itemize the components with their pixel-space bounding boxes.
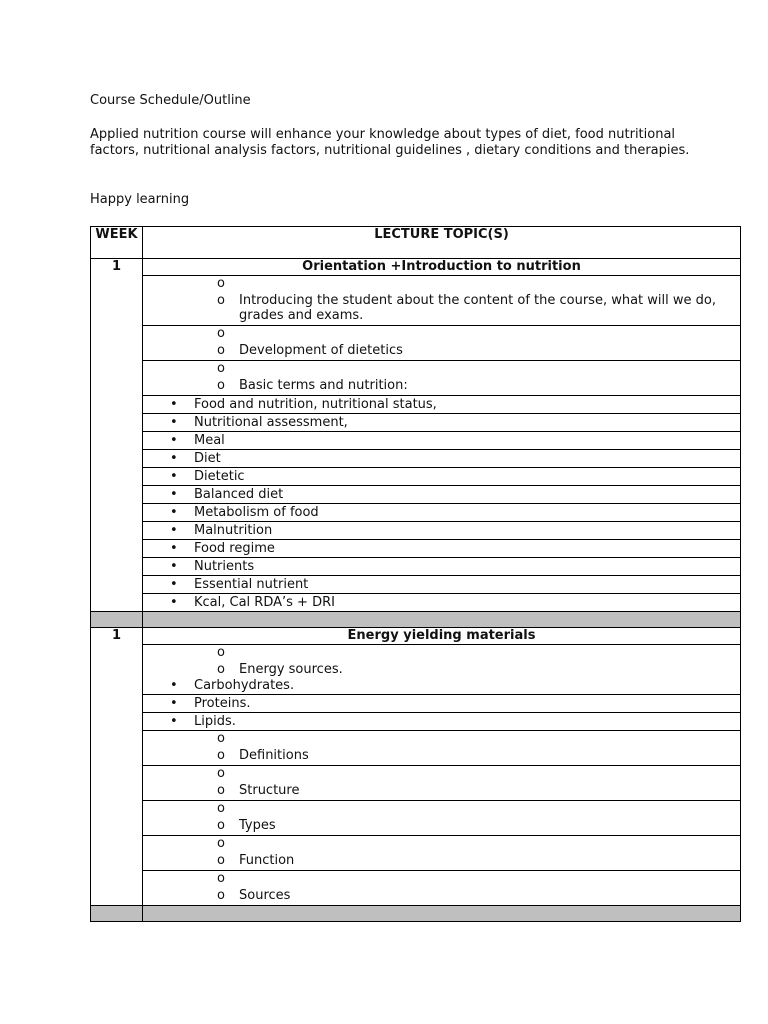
bullet-text: Malnutrition	[194, 523, 273, 538]
circle-marker-icon: o	[217, 276, 225, 291]
bullet-text: Diet	[194, 451, 221, 466]
bullet-line	[143, 432, 740, 449]
circle-marker-icon: o	[217, 361, 225, 376]
empty-subtopic-line	[143, 326, 740, 341]
circle-marker-icon: o	[217, 662, 225, 677]
bullet-text: Balanced diet	[194, 487, 284, 502]
subtopic-line	[143, 888, 740, 903]
bullet-icon: •	[170, 469, 178, 484]
bullet-line	[143, 522, 740, 539]
circle-marker-icon: o	[217, 645, 225, 660]
schedule-table	[90, 226, 741, 922]
subtopic-line	[143, 783, 740, 798]
bullet-text: Dietetic	[194, 469, 245, 484]
bullet-line	[143, 576, 740, 593]
bullet-row	[91, 522, 741, 540]
bullet-line	[143, 486, 740, 503]
page-heading: Course Schedule/Outline	[90, 93, 251, 108]
bullet-icon: •	[170, 577, 178, 592]
bullet-row	[91, 414, 741, 432]
bullet-line	[143, 414, 740, 431]
subtopic-row	[91, 731, 741, 766]
empty-subtopic-line	[143, 276, 740, 291]
circle-marker-icon: o	[217, 783, 225, 798]
subtopic-row	[91, 645, 741, 695]
closing-text: Happy learning	[90, 192, 190, 207]
bullet-row	[91, 540, 741, 558]
bullet-row	[91, 695, 741, 713]
bullet-icon: •	[170, 433, 178, 448]
bullet-line	[143, 450, 740, 467]
bullet-text: Essential nutrient	[194, 577, 309, 592]
bullet-text: Carbohydrates.	[194, 678, 295, 693]
bullet-text: Nutritional assessment,	[194, 415, 348, 430]
subtopic-row	[91, 326, 741, 361]
bullet-row	[91, 594, 741, 612]
empty-subtopic-line	[143, 731, 740, 746]
bullet-row	[91, 450, 741, 468]
subtopic-row	[91, 801, 741, 836]
subtopic-text: Structure	[239, 783, 300, 798]
circle-marker-icon: o	[217, 293, 225, 308]
bullet-icon: •	[170, 505, 178, 520]
section-title: Energy yielding materials	[143, 628, 741, 645]
bullet-text: Metabolism of food	[194, 505, 319, 520]
bullet-icon: •	[170, 487, 178, 502]
subtopic-text: Introducing the student about the content of the course, what will we do, grades and exams.	[239, 293, 716, 323]
bullet-text: Food regime	[194, 541, 275, 556]
circle-marker-icon: o	[217, 748, 225, 763]
subtopic-line	[143, 293, 740, 323]
bullet-icon: •	[170, 678, 178, 693]
bullet-line	[143, 695, 740, 712]
subtopic-text: Energy sources.	[239, 662, 343, 677]
subtopic-line	[143, 748, 740, 763]
subtopic-text: Function	[239, 853, 295, 868]
subtopic-line	[143, 343, 740, 358]
subtopic-line	[143, 378, 740, 393]
bullet-row	[91, 396, 741, 414]
bullet-line	[143, 468, 740, 485]
separator-row	[91, 906, 741, 922]
circle-marker-icon: o	[217, 888, 225, 903]
subtopic-text: Definitions	[239, 748, 309, 763]
bullet-icon: •	[170, 714, 178, 729]
circle-marker-icon: o	[217, 731, 225, 746]
bullet-row	[91, 468, 741, 486]
empty-subtopic-line	[143, 871, 740, 886]
separator-cell	[91, 906, 143, 922]
bullet-line	[143, 504, 740, 521]
bullet-row	[91, 504, 741, 522]
subtopic-row	[91, 836, 741, 871]
empty-subtopic-line	[143, 836, 740, 851]
bullet-icon: •	[170, 559, 178, 574]
circle-marker-icon: o	[217, 853, 225, 868]
separator-cell	[143, 612, 741, 628]
subtopic-line	[143, 662, 740, 677]
subtopic-row	[91, 276, 741, 326]
bullet-icon: •	[170, 595, 178, 610]
subtopic-row	[91, 766, 741, 801]
bullet-row	[91, 486, 741, 504]
week-header: WEEK	[91, 227, 143, 259]
bullet-line	[143, 540, 740, 557]
empty-subtopic-line	[143, 361, 740, 376]
subtopic-text: Types	[239, 818, 276, 833]
circle-marker-icon: o	[217, 378, 225, 393]
circle-marker-icon: o	[217, 801, 225, 816]
empty-subtopic-line	[143, 645, 740, 660]
topic-header: LECTURE TOPIC(S)	[143, 227, 741, 259]
circle-marker-icon: o	[217, 871, 225, 886]
circle-marker-icon: o	[217, 766, 225, 781]
bullet-line	[143, 677, 740, 694]
bullet-text: Lipids.	[194, 714, 236, 729]
section-title-row	[91, 628, 741, 645]
empty-subtopic-line	[143, 801, 740, 816]
bullet-line	[143, 713, 740, 730]
subtopic-line	[143, 853, 740, 868]
bullet-icon: •	[170, 696, 178, 711]
bullet-row	[91, 576, 741, 594]
subtopic-line	[143, 818, 740, 833]
empty-subtopic-line	[143, 766, 740, 781]
bullet-icon: •	[170, 415, 178, 430]
section-title: Orientation +Introduction to nutrition	[143, 259, 741, 276]
bullet-text: Kcal, Cal RDA’s + DRI	[194, 595, 335, 610]
subtopic-text: Development of dietetics	[239, 343, 403, 358]
subtopic-text: Sources	[239, 888, 291, 903]
bullet-line	[143, 558, 740, 575]
week-number: 1	[91, 628, 143, 906]
bullet-row	[91, 432, 741, 450]
week-number: 1	[91, 259, 143, 612]
circle-marker-icon: o	[217, 836, 225, 851]
bullet-icon: •	[170, 541, 178, 556]
separator-row	[91, 612, 741, 628]
bullet-line	[143, 396, 740, 413]
bullet-icon: •	[170, 397, 178, 412]
section-title-row	[91, 259, 741, 276]
separator-cell	[91, 612, 143, 628]
bullet-row	[91, 558, 741, 576]
subtopic-text: Basic terms and nutrition:	[239, 378, 408, 393]
header-row	[91, 227, 741, 259]
bullet-text: Proteins.	[194, 696, 251, 711]
separator-cell	[143, 906, 741, 922]
circle-marker-icon: o	[217, 343, 225, 358]
subtopic-row	[91, 361, 741, 396]
bullet-line	[143, 594, 740, 611]
intro-paragraph: Applied nutrition course will enhance your knowledge about types of diet, food nutritional factors, nutritional analysis factors, nutritional guidelines , dietary conditions and therapies.	[90, 127, 690, 158]
circle-marker-icon: o	[217, 326, 225, 341]
bullet-text: Food and nutrition, nutritional status,	[194, 397, 437, 412]
bullet-text: Meal	[194, 433, 225, 448]
bullet-row	[91, 713, 741, 731]
bullet-icon: •	[170, 451, 178, 466]
bullet-icon: •	[170, 523, 178, 538]
circle-marker-icon: o	[217, 818, 225, 833]
subtopic-row	[91, 871, 741, 906]
bullet-text: Nutrients	[194, 559, 255, 574]
